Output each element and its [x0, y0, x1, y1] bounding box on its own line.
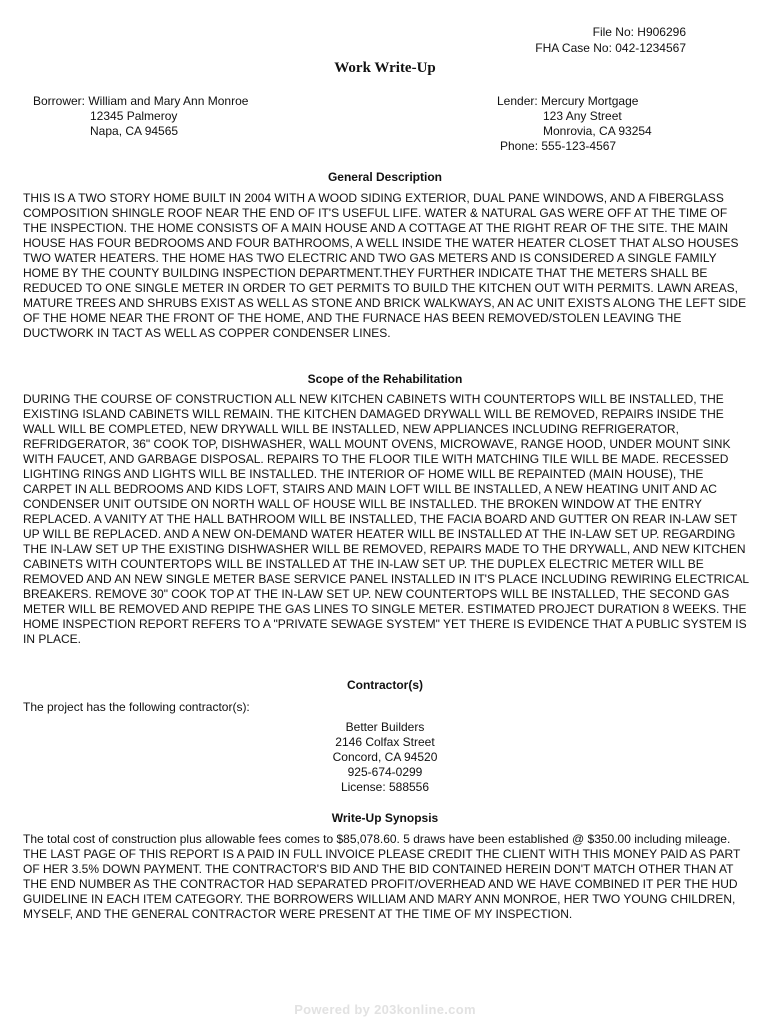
- powered-by-footer: Powered by 203konline.com: [294, 1002, 476, 1017]
- synopsis-text: The total cost of construction plus allowable fees comes to $85,078.60. 5 draws have been established @ $350.00 including mileage. THE LAST PAGE OF THIS REPORT IS A PAID IN FULL INVOICE PLEASE CREDIT THE CLIENT WITH THIS MONEY PAID AS PART OF HER 3.5% DOWN PAYMENT. THE CONTRACTOR'S BID AND THE BID CONTAINED HEREIN DON'T MATCH OTHER THAN AT THE END NUMBER AS THE CONTRACTOR HAD SEPARATED PROFIT/OVERHEAD AND WE HAVE COMBINED IT PER THE HUD GUIDELINE IN EACH ITEM CATEGORY. THE BORROWERS WILLIAM AND MARY ANN MONROE, HER TWO YOUNG CHILDREN, MYSELF, AND THE GENERAL CONTRACTOR WERE PRESENT AT THE TIME OF MY INSPECTION.: [23, 832, 741, 921]
- lender-phone: Phone: 555-123-4567: [500, 139, 617, 153]
- contractor-city: Concord, CA 94520: [332, 750, 438, 764]
- page-title: Work Write-Up: [334, 60, 436, 76]
- contractor-card: [0, 720, 770, 795]
- lender-city: Monrovia, CA 93254: [543, 124, 652, 138]
- general-description-heading: General Description: [327, 170, 443, 184]
- lender-name: Mercury Mortgage: [541, 94, 639, 108]
- contractors-intro: The project has the following contractor(s):: [23, 700, 250, 714]
- general-description-text: THIS IS A TWO STORY HOME BUILT IN 2004 WITH A WOOD SIDING EXTERIOR, DUAL PANE WINDOWS, AND A FIBERGLASS COMPOSITION SHINGLE ROOF NEAR THE END OF IT'S USEFUL LIFE. WATER & NATURAL GAS WERE OFF AT THE TIME OF THE INSPECTION. THE HOME CONSISTS OF A MAIN HOUSE AND A COTTAGE AT THE RIGHT REAR OF THE SITE. THE MAIN HOUSE HAS FOUR BEDROOMS AND FOUR BATHROOMS, A WELL INSIDE THE WATER HEATER CLOSET THAT ALSO HOUSES TWO WATER HEATERS. THE HOME HAS TWO ELECTRIC AND TWO GAS METERS AND IS CONSIDERED A SINGLE FAMILY HOME BY THE COUNTY BUILDING INSPECTION DEPARTMENT.THEY FURTHER INDICATE THAT THE METERS SHALL BE REDUCED TO ONE SINGLE METER IN ORDER TO GET PERMITS TO BUILD THE KITCHEN OUT WITH PERMITS. LAWN AREAS, MATURE TREES AND SHRUBS EXIST AS WELL AS STONE AND BRICK WALKWAYS, AN AC UNIT EXISTS ALONG THE LEFT SIDE OF THE HOME NEAR THE FRONT OF THE HOME, AND THE FURNACE HAS BEEN REMOVED/STOLEN LEAVING THE DUCTWORK IN TACT AS WELL AS COPPER CONDENSER LINES.: [23, 191, 747, 340]
- borrower-city: Napa, CA 94565: [90, 124, 179, 138]
- file-info: [535, 24, 686, 56]
- borrower-block: [33, 94, 248, 139]
- synopsis-heading: Write-Up Synopsis: [331, 811, 439, 825]
- fha-case-number: FHA Case No: 042-1234567: [535, 41, 686, 55]
- contractors-heading: Contractor(s): [346, 678, 423, 692]
- borrower-street: 12345 Palmeroy: [90, 109, 178, 123]
- contractor-phone: 925-674-0299: [347, 765, 423, 779]
- scope-text: DURING THE COURSE OF CONSTRUCTION ALL NEW KITCHEN CABINETS WITH COUNTERTOPS WILL BE INSTALLED, THE EXISTING ISLAND CABINETS WILL REMAIN. THE KITCHEN DAMAGED DRYWALL WILL BE REMOVED, REPAIRS INSIDE THE WALL WILL BE COMPLETED, NEW DRYWALL WILL BE INSTALLED, NEW APPLIANCES INCLUDING REFRIGERATOR, REFRIDGERATOR, 36" COOK TOP, DISHWASHER, WALL MOUNT OVENS, MICROWAVE, RANGE HOOD, UNDER MOUNT SINK WITH FAUCET, AND GARBAGE DISPOSAL. REPAIRS TO THE FLOOR TILE WITH MATCHING TILE WILL BE MADE. RECESSED LIGHTING RINGS AND LIGHTS WILL BE INSTALLED. THE INTERIOR OF HOME WILL BE REPAINTED (MAIN HOUSE), THE CARPET IN ALL BEDROOMS AND KIDS LOFT, STAIRS AND MAIN LOFT WILL BE INSTALLED, A NEW HEATING UNIT AND AC CONDENSER UNIT OUTSIDE ON NORTH WALL OF HOUSE WILL BE INSTALLED. THE BROKEN WINDOW AT THE ENTRY REPLACED. A VANITY AT THE HALL BATHROOM WILL BE INSTALLED, THE FACIA BOARD AND GUTTER ON REAR IN-LAW SET UP WILL BE REPLACED. AND A NEW ON-DEMAND WATER HEATER WILL BE INSTALLED AT THE IN-LAW SET UP. REGARDING THE IN-LAW SET UP THE EXISTING DISHWASHER WILL BE REMOVED, REPAIRS MADE TO THE DRYWALL, AND NEW KITCHEN CABINETS WITH COUNTERTOPS WILL BE INSTALLED AT THE IN-LAW SET UP. THE DUPLEX ELECTRIC METER WILL BE REMOVED AND AN NEW SINGLE METER BASE SERVICE PANEL INSTALLED IN IT'S PLACE INCLUDING REWIRING ELECTRICAL BREAKERS. REMOVE 30" COOK TOP AT THE IN-LAW SET UP. NEW COUNTERTOPS WILL BE INSTALLED, THE SECOND GAS METER WILL BE REMOVED AND REPIPE THE GAS LINES TO SINGLE METER. ESTIMATED PROJECT DURATION 8 WEEKS. THE HOME INSPECTION REPORT REFERS TO A "PRIVATE SEWAGE SYSTEM" YET THERE IS EVIDENCE THAT A PUBLIC SYSTEM IS IN PLACE.: [23, 392, 749, 646]
- contractor-street: 2146 Colfax Street: [335, 735, 435, 749]
- contractor-name: Better Builders: [345, 720, 425, 734]
- contractor-license: License: 588556: [340, 780, 430, 794]
- borrower-name: William and Mary Ann Monroe: [88, 94, 249, 108]
- scope-heading: Scope of the Rehabilitation: [307, 372, 463, 386]
- lender-street: 123 Any Street: [543, 109, 622, 123]
- file-number: File No: H906296: [592, 25, 686, 39]
- lender-label: Lender:: [497, 94, 538, 108]
- borrower-label: Borrower:: [33, 94, 86, 108]
- lender-block: [497, 94, 652, 154]
